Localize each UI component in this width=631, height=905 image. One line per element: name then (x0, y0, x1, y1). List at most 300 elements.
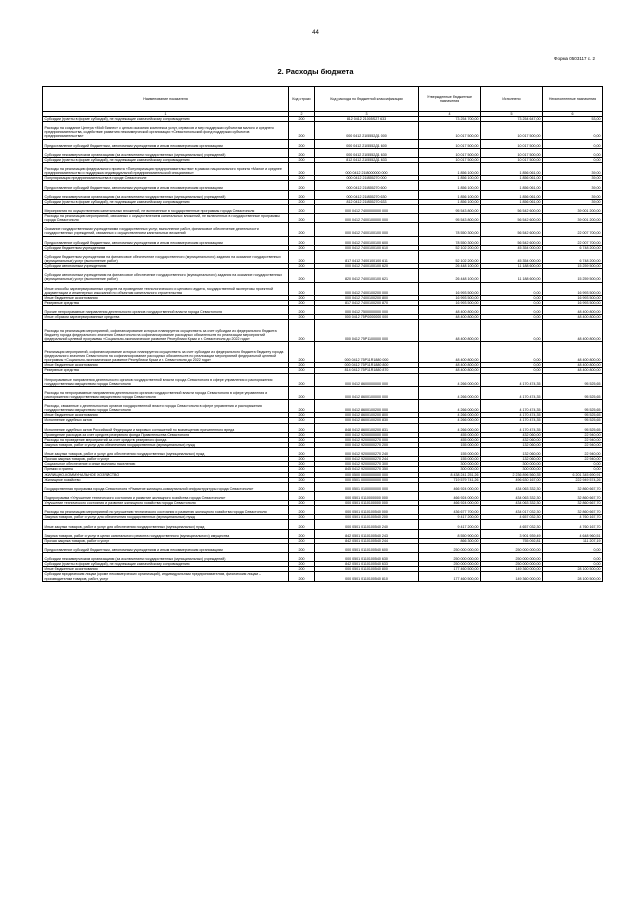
table-row (43, 572, 603, 581)
table-row (43, 373, 603, 386)
row-approved: 155 000,00 (419, 448, 481, 457)
row-line-code: 200 (289, 117, 315, 122)
row-line-code: 200 (289, 236, 315, 245)
row-executed: 0,00 (481, 368, 543, 373)
table-row (43, 163, 603, 176)
row-budget-code: 812 0412 21005S27 633 (315, 117, 419, 122)
row-approved: 10 017 500,00 (419, 139, 481, 148)
row-executed: 4 170 474,35 (481, 386, 543, 399)
row-approved: 10 017 500,00 (419, 157, 481, 162)
row-budget-code: 000 0412 7400000000 000 (315, 204, 419, 213)
row-unexecuted: 16 993 500,00 (543, 295, 603, 300)
row-approved: 52 102 200,00 (419, 245, 481, 250)
row-approved: 300 000,00 (419, 467, 481, 472)
table-row (43, 506, 603, 515)
section-title: 2. Расходы бюджета (277, 67, 354, 76)
row-executed: 0,00 (481, 300, 543, 305)
row-unexecuted: 0,00 (543, 553, 603, 562)
row-line-code: 200 (289, 543, 315, 552)
row-name: Резервные средства (43, 368, 289, 373)
row-budget-code: 000 0501 0110000000 000 (315, 491, 419, 500)
row-name: Иные бюджетные ассигнования (43, 295, 289, 300)
row-executed: 3 901 939,49 (481, 529, 543, 538)
row-line-code: 200 (289, 418, 315, 423)
row-name: Субсидии (гранты в форме субсидий), не подлежащие казначейскому сопровождению (43, 157, 289, 162)
row-executed: 10 017 500,00 (481, 122, 543, 139)
row-executed: 0,00 (481, 341, 543, 363)
row-executed: 2 236 896 560,35 (481, 472, 543, 477)
row-executed: 4 170 474,35 (481, 373, 543, 386)
row-name: Предоставление субсидий бюджетным, автономным учреждениям и иным некоммерческим организациям (43, 139, 289, 148)
row-unexecuted: 15 259 500,00 (543, 269, 603, 282)
row-unexecuted: 6 748 200,00 (543, 250, 603, 263)
header-budget-code: Код расхода по бюджетной классификации (315, 87, 419, 112)
row-name: Проведение расходов за счет средств резервного фонда Правительства Севастополя (43, 432, 289, 437)
row-unexecuted: 6 748 200,00 (543, 245, 603, 250)
row-executed: 11 188 600,00 (481, 264, 543, 269)
table-row (43, 400, 603, 413)
row-budget-code: 848 0412 8600100200 831 (315, 423, 419, 432)
row-executed: 0,00 (481, 363, 543, 368)
row-budget-code: 000 0412 9200000270 000 (315, 437, 419, 442)
row-budget-code: 000 0412 9200000270 200 (315, 442, 419, 447)
row-name: ЖИЛИЩНО-КОММУНАЛЬНОЕ ХОЗЯЙСТВО (43, 472, 289, 477)
table-row (43, 543, 603, 552)
row-budget-code: 000 0501 0000000000 000 (315, 477, 419, 482)
row-name: Субсидии некоммерческим организациям (за исключением государственных (муниципальных) учреждений) (43, 148, 289, 157)
row-line-code: 200 (289, 413, 315, 418)
row-name: Прочая закупка товаров, работ и услуг (43, 538, 289, 543)
row-executed: 4 170 474,35 (481, 400, 543, 413)
row-approved: 4 266 000,00 (419, 413, 481, 418)
row-approved: 1 856 100,00 (419, 199, 481, 204)
row-budget-code: 000 0501 0110100540 630 (315, 553, 419, 562)
row-budget-code: 000 0501 0110100540 800 (315, 567, 419, 572)
table-row (43, 491, 603, 500)
table-row (43, 448, 603, 457)
row-unexecuted: 39,00 (543, 181, 603, 190)
row-executed: 56 542 600,00 (481, 214, 543, 223)
table-row (43, 553, 603, 562)
row-line-code: 200 (289, 264, 315, 269)
row-line-code: 200 (289, 553, 315, 562)
row-unexecuted: 0,00 (543, 462, 603, 467)
row-unexecuted: 95 525,65 (543, 418, 603, 423)
row-unexecuted: 22 007 700,00 (543, 223, 603, 236)
row-executed: 149 360 000,00 (481, 567, 543, 572)
row-name: Субсидии (гранты в форме субсидий), не подлежащие казначейскому сопровождению (43, 562, 289, 567)
row-executed: 4 657 032,30 (481, 515, 543, 520)
row-line-code: 200 (289, 562, 315, 567)
row-unexecuted: 22 007 700,00 (543, 236, 603, 245)
row-unexecuted: 0,00 (543, 543, 603, 552)
row-line-code: 200 (289, 157, 315, 162)
row-line-code: 200 (289, 501, 315, 506)
row-executed: 300 000,00 (481, 462, 543, 467)
row-approved: 95 543 800,00 (419, 204, 481, 213)
row-line-code: 200 (289, 139, 315, 148)
row-executed: 132 060,00 (481, 448, 543, 457)
row-approved: 95 543 800,00 (419, 214, 481, 223)
row-line-code: 200 (289, 572, 315, 581)
row-executed: 434 063 332,30 (481, 491, 543, 500)
table-row (43, 520, 603, 529)
column-number: 3 (315, 112, 419, 117)
row-unexecuted: 32 860 667,70 (543, 482, 603, 491)
row-name: Иные образом зарезервированные средства (43, 315, 289, 320)
row-executed: 132 060,00 (481, 457, 543, 462)
row-name: Расходы на реализацию мероприятий, софинансирование которых планируется осуществить за счет субсидии из федерального бюджета бюджету города федерального значения Севастополя на софинансирование расходных обязательств по реализации мероприятий федеральной целевой программы «Социально-экономическое развитие Республики Крым и г. Севастополя до 2022 года» (43, 320, 289, 342)
row-budget-code: 000 0412 7400100100 620 (315, 264, 419, 269)
row-unexecuted: 16 993 500,00 (543, 282, 603, 295)
row-executed: 0,00 (481, 306, 543, 315)
row-approved: 73 254 700,00 (419, 117, 481, 122)
row-approved: 52 102 200,00 (419, 250, 481, 263)
row-approved: 177 460 500,00 (419, 572, 481, 581)
row-approved: 4 266 000,00 (419, 418, 481, 423)
row-executed: 432 060,00 (481, 432, 543, 437)
row-approved: 9 417 200,00 (419, 515, 481, 520)
row-approved: 250 000 000,00 (419, 562, 481, 567)
row-approved: 1 856 100,00 (419, 163, 481, 176)
row-unexecuted: 39 001 200,00 (543, 214, 603, 223)
row-budget-code: 000 0412 7400100100 600 (315, 236, 419, 245)
row-executed: 496 630 167,00 (481, 477, 543, 482)
row-name: Субсидии юридическим лицам (кроме некоммерческих организаций), индивидуальным предпринимателям, физическим лицам – производителям товаров, работ, услуг (43, 572, 289, 581)
row-line-code: 200 (289, 567, 315, 572)
row-unexecuted: 39 001 200,00 (543, 204, 603, 213)
row-unexecuted: 32 860 667,70 (543, 501, 603, 506)
row-approved: 719 579 741,26 (419, 477, 481, 482)
header-line-code: Код строки (289, 87, 315, 112)
row-executed: 250 000 000,00 (481, 562, 543, 567)
table-row (43, 148, 603, 157)
row-budget-code: 000 0501 0110100540 810 (315, 572, 419, 581)
row-name: Субсидии некоммерческим организациям (за исключением государственных (муниципальных) учреждений) (43, 553, 289, 562)
row-budget-code: 842 0501 0110100540 633 (315, 562, 419, 567)
row-approved: 48 400 800,00 (419, 341, 481, 363)
row-approved: 4 266 000,00 (419, 400, 481, 413)
row-line-code: 200 (289, 122, 315, 139)
row-executed: 0,00 (481, 320, 543, 342)
row-name: Субсидии бюджетным учреждениям (43, 245, 289, 250)
row-approved: 466 924 000,00 (419, 501, 481, 506)
row-approved: 1 856 100,00 (419, 176, 481, 181)
row-executed: 755 092,81 (481, 538, 543, 543)
row-line-code: 200 (289, 437, 315, 442)
row-budget-code: 000 0501 0100000000 000 (315, 482, 419, 491)
row-unexecuted: 6 201 345 690,91 (543, 472, 603, 477)
row-name: Закупка товаров, работ и услуг для обеспечения государственных (муниципальных) нужд (43, 442, 289, 447)
row-line-code: 200 (289, 373, 315, 386)
row-name: Субсидии автономным учреждениям (43, 264, 289, 269)
row-unexecuted: 222 949 574,26 (543, 477, 603, 482)
header-approved: Утвержденные бюджетные назначения (419, 87, 481, 112)
row-executed: 4 170 474,35 (481, 418, 543, 423)
row-line-code: 200 (289, 491, 315, 500)
row-budget-code: 000 0412 7400100000 000 (315, 214, 419, 223)
row-budget-code: 000 0412 21I855270 000 (315, 176, 419, 181)
table-header-row (43, 87, 603, 112)
row-budget-code: 000 0412 7400100200 000 (315, 282, 419, 295)
row-line-code: 200 (289, 400, 315, 413)
header-name: Наименование показателя (43, 87, 289, 112)
row-unexecuted: 48 400 800,00 (543, 341, 603, 363)
row-name: Государственная программа города Севастополя «Развитие жилищно-коммунальной инфраструктуры города Севастополя» (43, 482, 289, 491)
table-row (43, 341, 603, 363)
row-line-code: 200 (289, 176, 315, 181)
row-line-code: 200 (289, 538, 315, 543)
row-budget-code: 000 0500 0000000000 000 (315, 472, 419, 477)
column-number: 1 (43, 112, 289, 117)
table-row (43, 529, 603, 538)
row-name: Премии и гранты (43, 467, 289, 472)
column-number: 6 (543, 112, 603, 117)
row-line-code: 200 (289, 163, 315, 176)
row-name: Субсидии некоммерческим организациям (за исключением государственных (муниципальных) учреждений) (43, 190, 289, 199)
row-unexecuted: 39,00 (543, 163, 603, 176)
row-unexecuted: 22 940,00 (543, 457, 603, 462)
row-executed: 1 856 061,00 (481, 190, 543, 199)
table-row (43, 306, 603, 315)
row-line-code: 200 (289, 448, 315, 457)
row-name: Непрограммные направления деятельности органов государственной власти города Севастополя в сфере управления и распоряжения государственным имуществом города Севастополя (43, 373, 289, 386)
row-unexecuted: 0,00 (543, 148, 603, 157)
row-line-code: 200 (289, 250, 315, 263)
row-line-code: 200 (289, 529, 315, 538)
column-number: 4 (419, 112, 481, 117)
row-line-code: 200 (289, 515, 315, 520)
row-line-code: 200 (289, 199, 315, 204)
row-approved: 866 300,00 (419, 538, 481, 543)
table-row (43, 320, 603, 342)
row-approved: 26 448 100,00 (419, 264, 481, 269)
row-budget-code: 000 0412 9200000270 244 (315, 457, 419, 462)
row-name: Расходы, связанные с деятельностью органов государственной власти города Севастополя в сфере управления и распоряжения государственным имуществом города Севастополя (43, 400, 289, 413)
row-executed: 10 017 500,00 (481, 148, 543, 157)
row-approved: 48 400 800,00 (419, 368, 481, 373)
row-name: Популяризация предпринимательства в городе Севастополе (43, 176, 289, 181)
row-budget-code: 000 0412 7400100100 610 (315, 245, 419, 250)
row-name: Закупка товаров, работ и услуг в целях капитального ремонта государственного (муниципального) имущества (43, 529, 289, 538)
row-line-code: 200 (289, 467, 315, 472)
row-unexecuted: 0,00 (543, 562, 603, 567)
row-executed: 10 017 500,00 (481, 139, 543, 148)
row-budget-code: 000 0412 9200000270 300 (315, 462, 419, 467)
row-approved: 16 993 500,00 (419, 300, 481, 305)
row-approved: 78 550 300,00 (419, 223, 481, 236)
row-approved: 1 856 100,00 (419, 190, 481, 199)
row-unexecuted: 95 525,65 (543, 400, 603, 413)
row-line-code: 200 (289, 300, 315, 305)
row-budget-code: 842 0501 0110100540 244 (315, 538, 419, 543)
row-unexecuted: 4 760 167,70 (543, 515, 603, 520)
row-approved: 48 400 800,00 (419, 320, 481, 342)
row-unexecuted: 48 400 800,00 (543, 315, 603, 320)
row-line-code: 200 (289, 181, 315, 190)
row-approved: 1 856 100,00 (419, 181, 481, 190)
table-row (43, 250, 603, 263)
table-row (43, 190, 603, 199)
row-line-code: 200 (289, 472, 315, 477)
row-unexecuted: 32 860 667,70 (543, 491, 603, 500)
table-row (43, 269, 603, 282)
row-executed: 0,00 (481, 315, 543, 320)
row-name: Мероприятия по осуществлению капитальных вложений, не включенные в государственные программы города Севастополя (43, 204, 289, 213)
page-number: 44 (312, 30, 319, 36)
row-budget-code: 000 0412 21I8000000 000 (315, 163, 419, 176)
row-budget-code: 000 0412 21I855270 600 (315, 181, 419, 190)
row-line-code: 200 (289, 423, 315, 432)
row-name: Иные бюджетные ассигнования (43, 567, 289, 572)
row-name: Расходы на реализацию мероприятий по улучшению технического состояния и развитию жилищного хозяйства города Севастополя (43, 506, 289, 515)
table-row (43, 386, 603, 399)
row-executed: 250 000 000,00 (481, 543, 543, 552)
row-line-code: 200 (289, 295, 315, 300)
table-row (43, 181, 603, 190)
row-unexecuted: 0,00 (543, 157, 603, 162)
row-executed: 56 542 600,00 (481, 204, 543, 213)
row-line-code: 200 (289, 457, 315, 462)
row-approved: 10 017 500,00 (419, 148, 481, 157)
row-budget-code: 000 0412 21I5552Д1 000 (315, 122, 419, 139)
row-approved: 9 417 200,00 (419, 520, 481, 529)
row-name: Предоставление субсидий бюджетным, автономным учреждениям и иным некоммерческим организациям (43, 181, 289, 190)
row-executed: 56 542 600,00 (481, 223, 543, 236)
row-approved: 48 400 800,00 (419, 315, 481, 320)
table-row (43, 122, 603, 139)
row-line-code: 200 (289, 148, 315, 157)
row-executed: 1 856 061,00 (481, 176, 543, 181)
table-row (43, 423, 603, 432)
row-unexecuted: 48 400 800,00 (543, 320, 603, 342)
row-line-code: 200 (289, 341, 315, 363)
row-unexecuted: 39,00 (543, 176, 603, 181)
row-unexecuted: 22 940,00 (543, 437, 603, 442)
row-budget-code: 000 0412 21I855270 630 (315, 190, 419, 199)
row-executed: 434 063 332,30 (481, 501, 543, 506)
row-name: Закупка товаров, работ и услуг для обеспечения государственных (муниципальных) нужд (43, 515, 289, 520)
row-budget-code: 000 0501 0110100540 000 (315, 506, 419, 515)
row-executed: 432 060,00 (481, 437, 543, 442)
row-name: Иные закупки товаров, работ и услуг для обеспечения государственных (муниципальных) нужд (43, 448, 289, 457)
row-unexecuted: 95 525,65 (543, 413, 603, 418)
row-unexecuted: 32 860 667,70 (543, 506, 603, 515)
row-line-code: 200 (289, 204, 315, 213)
row-unexecuted: 48 400 800,00 (543, 306, 603, 315)
row-budget-code: 000 0501 0110100540 600 (315, 543, 419, 552)
row-executed: 10 017 500,00 (481, 157, 543, 162)
row-budget-code: 000 0412 21I5552Д1 600 (315, 139, 419, 148)
row-line-code: 200 (289, 320, 315, 342)
table-row (43, 282, 603, 295)
row-name: Расходы на реализацию мероприятий, связанных с осуществлением капитальных вложений, не включенных в государственные программы города Севастополя (43, 214, 289, 223)
column-number: 5 (481, 112, 543, 117)
row-unexecuted: 53,00 (543, 117, 603, 122)
row-unexecuted: 0,00 (543, 122, 603, 139)
row-executed: 45 354 000,00 (481, 245, 543, 250)
row-line-code: 200 (289, 363, 315, 368)
row-name: Субсидии бюджетным учреждениям на финансовое обеспечение государственного (муниципального) задания на оказание государственных (муниципальных) услуг (выполнение работ) (43, 250, 289, 263)
row-approved: 26 448 100,00 (419, 269, 481, 282)
row-approved: 10 017 500,00 (419, 122, 481, 139)
row-approved: 78 550 300,00 (419, 236, 481, 245)
row-line-code: 200 (289, 190, 315, 199)
row-name: Субсидии (гранты в форме субсидий), не подлежащие казначейскому сопровождению (43, 117, 289, 122)
row-name: Исполнение судебных актов Российской Федерации и мировых соглашений по возмещению причиненного вреда (43, 423, 289, 432)
row-unexecuted: 39,00 (543, 190, 603, 199)
row-unexecuted: 4 648 960,51 (543, 529, 603, 538)
row-executed: 1 856 061,00 (481, 181, 543, 190)
row-approved: 155 000,00 (419, 457, 481, 462)
row-approved: 177 460 500,00 (419, 567, 481, 572)
row-line-code: 200 (289, 214, 315, 223)
row-executed: 4 170 474,35 (481, 413, 543, 418)
row-name: Социальное обеспечение и иные выплаты населению (43, 462, 289, 467)
row-budget-code: 000 0501 0110100000 000 (315, 501, 419, 506)
row-line-code: 200 (289, 520, 315, 529)
row-approved: 466 924 000,00 (419, 491, 481, 500)
row-unexecuted: 48 400 800,00 (543, 368, 603, 373)
row-executed: 300 000,00 (481, 467, 543, 472)
row-approved: 48 400 800,00 (419, 363, 481, 368)
row-name: Оказание государственными учреждениями государственных услуг, выполнение работ, финансовое обеспечение деятельности государственных учреждений, связанных с осуществлением капитальных вложений (43, 223, 289, 236)
row-unexecuted: 22 940,00 (543, 448, 603, 457)
row-executed: 0,00 (481, 282, 543, 295)
row-budget-code: 812 0412 21I5552Д1 633 (315, 157, 419, 162)
row-executed: 434 063 332,30 (481, 482, 543, 491)
row-name: Улучшение технического состояния и развитие жилищного хозяйства города Севастополя (43, 501, 289, 506)
row-approved: 8 550 900,00 (419, 529, 481, 538)
row-approved: 155 000,00 (419, 442, 481, 447)
row-budget-code: 000 0412 75Р0000000 000 (315, 315, 419, 320)
row-line-code: 200 (289, 386, 315, 399)
row-approved: 16 993 500,00 (419, 282, 481, 295)
row-budget-code: 842 0501 0110100540 243 (315, 529, 419, 538)
header-executed: Исполнено (481, 87, 543, 112)
row-budget-code: 000 0501 0110100540 240 (315, 520, 419, 529)
row-executed: 45 354 000,00 (481, 250, 543, 263)
row-unexecuted: 95 525,65 (543, 386, 603, 399)
row-budget-code: 000 0412 7400100100 000 (315, 223, 419, 236)
row-approved: 16 993 500,00 (419, 295, 481, 300)
row-unexecuted: 95 525,65 (543, 373, 603, 386)
row-unexecuted: 111 207,19 (543, 538, 603, 543)
row-name: Иные способы зарезервированных средств на проведение технологического и ценового аудита, государственной экспертизы проектной документации и инженерных изысканий по объектам капитального строительства (43, 282, 289, 295)
expenditure-table (42, 86, 603, 582)
row-unexecuted: 95 525,65 (543, 423, 603, 432)
row-approved: 4 266 000,00 (419, 373, 481, 386)
table-row (43, 204, 603, 213)
row-unexecuted: 4 760 167,70 (543, 520, 603, 529)
row-approved: 455 000,00 (419, 437, 481, 442)
row-line-code: 200 (289, 269, 315, 282)
row-unexecuted: 22 940,00 (543, 442, 603, 447)
row-budget-code: 814 0412 75Р11R1880 870 (315, 368, 419, 373)
row-budget-code: 000 0412 21I5552Д1 630 (315, 148, 419, 157)
row-unexecuted: 0,00 (543, 139, 603, 148)
row-approved: 48 400 800,00 (419, 306, 481, 315)
row-line-code: 200 (289, 306, 315, 315)
row-budget-code: 000 0501 0110100540 200 (315, 515, 419, 520)
row-line-code: 200 (289, 482, 315, 491)
row-line-code: 200 (289, 245, 315, 250)
row-name: Предоставление субсидий бюджетным, автономным учреждениям и иным некоммерческим организациям (43, 543, 289, 552)
row-line-code: 200 (289, 223, 315, 236)
row-name: Иные закупки товаров, работ и услуг для обеспечения государственных (муниципальных) нужд (43, 520, 289, 529)
row-unexecuted: 39,00 (543, 199, 603, 204)
row-budget-code: 000 0412 8600000000 000 (315, 373, 419, 386)
